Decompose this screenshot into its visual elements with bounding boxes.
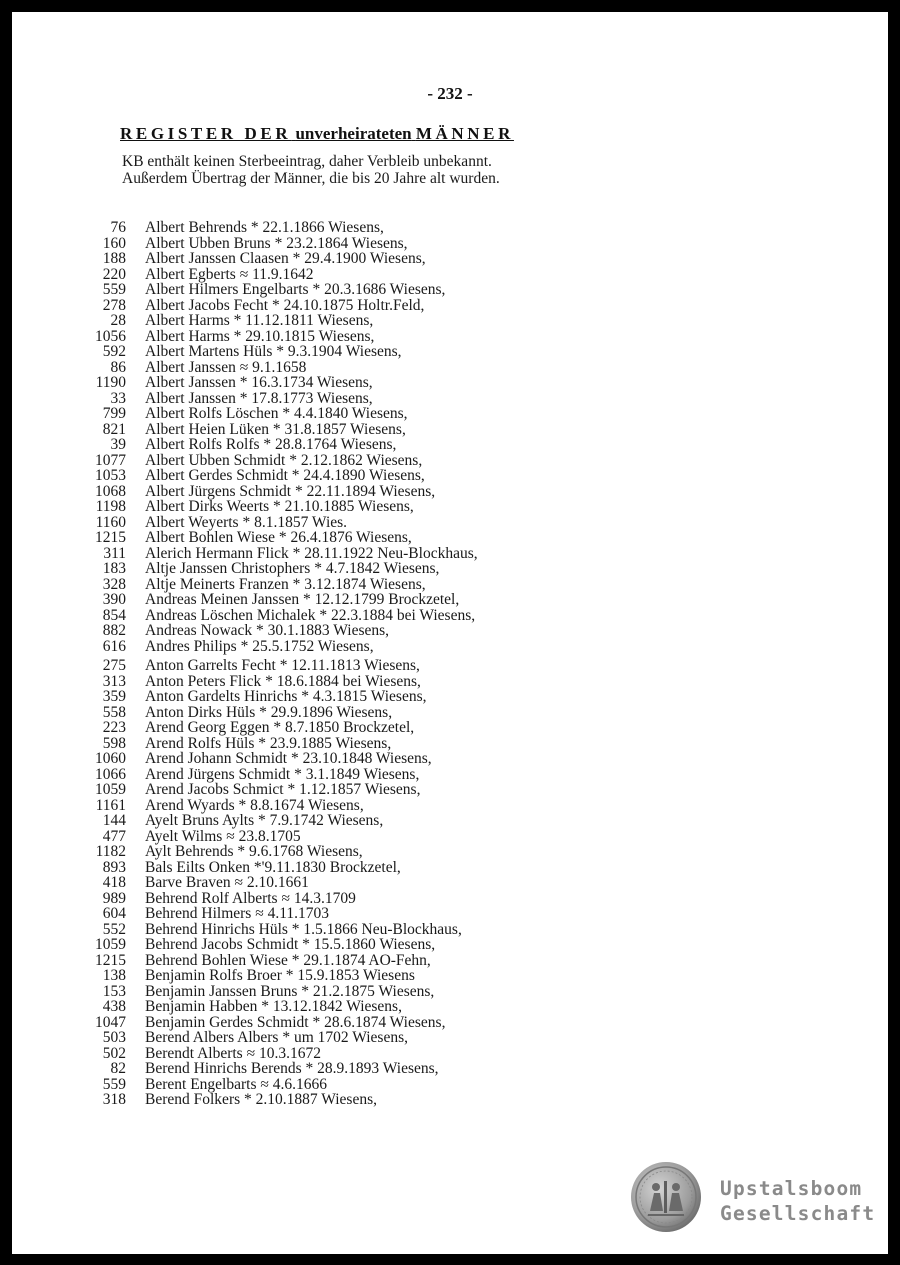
- register-entry: [72, 827, 301, 845]
- entry-text: Behrend Rolf Alberts ≈ 14.3.1709: [145, 889, 356, 907]
- entry-number: 138: [102, 967, 126, 984]
- register-entry: [72, 734, 392, 752]
- entry-text: Andreas Meinen Janssen * 12.12.1799 Brockzetel,: [145, 591, 460, 608]
- intro-text: [122, 153, 500, 187]
- register-entry: [72, 796, 364, 814]
- entry-number: 893: [102, 858, 126, 876]
- register-entry: [72, 575, 426, 593]
- entry-text: Alerich Hermann Flick * 28.11.1922 Neu-Blockhaus,: [145, 544, 478, 562]
- entry-number: 1059: [95, 936, 126, 953]
- entry-number: 390: [102, 591, 126, 608]
- register-entry: [72, 358, 307, 376]
- register-entry: [72, 982, 435, 1000]
- entry-text: Behrend Hilmers ≈ 4.11.1703: [145, 905, 330, 922]
- register-entry: [72, 812, 384, 829]
- entry-text: Anton Peters Flick * 18.6.1884 bei Wiesens,: [145, 672, 421, 690]
- entry-text: Benjamin Habben * 13.12.1842 Wiesens,: [145, 998, 402, 1015]
- entry-text: Arend Wyards * 8.8.1674 Wiesens,: [145, 796, 364, 814]
- register-entry: [72, 672, 421, 690]
- entry-number: 502: [102, 1044, 126, 1062]
- entry-number: 39: [110, 436, 126, 453]
- entry-number: 28: [110, 312, 126, 329]
- register-entry: [72, 343, 402, 360]
- entry-number: 558: [102, 703, 126, 721]
- entry-number: 559: [102, 1075, 126, 1093]
- register-entry: [72, 436, 397, 453]
- register-entry: [72, 703, 393, 721]
- entry-number: 328: [102, 575, 126, 593]
- entry-text: Benjamin Gerdes Schmidt * 28.6.1874 Wiesens,: [145, 1013, 446, 1031]
- entry-text: Albert Harms * 11.12.1811 Wiesens,: [145, 312, 374, 329]
- entry-number: 275: [102, 657, 126, 674]
- register-entry: [72, 843, 363, 860]
- entry-text: Arend Georg Eggen * 8.7.1850 Brockzetel,: [145, 719, 415, 736]
- entry-text: Albert Janssen * 16.3.1734 Wiesens,: [145, 374, 373, 391]
- entry-number: 1182: [95, 843, 126, 860]
- entry-text: Arend Johann Schmidt * 23.10.1848 Wiesens,: [145, 750, 432, 767]
- register-entry: [72, 606, 476, 624]
- entry-number: 153: [102, 982, 126, 1000]
- entry-number: 188: [102, 250, 126, 267]
- register-entry: [72, 688, 427, 705]
- upstalsboom-logo: [630, 1161, 888, 1233]
- intro-line: KB enthält keinen Sterbeeintrag, daher Verbleib unbekannt.: [122, 153, 492, 170]
- entry-text: Behrend Bohlen Wiese * 29.1.1874 AO-Fehn,: [145, 951, 431, 969]
- register-entry: [72, 560, 440, 577]
- register-list: [72, 219, 478, 1108]
- entry-text: Berend Hinrichs Berends * 28.9.1893 Wiesens,: [145, 1060, 439, 1077]
- register-entry: [72, 905, 330, 922]
- logo-text-line2: Gesellschaft: [720, 1202, 876, 1225]
- register-heading: [120, 124, 514, 144]
- entry-number: 552: [102, 920, 126, 938]
- entry-number: 1068: [95, 482, 126, 500]
- register-entry: [72, 1044, 321, 1062]
- register-entry: [72, 750, 432, 767]
- entry-number: 220: [102, 265, 126, 283]
- entry-number: 82: [110, 1060, 126, 1077]
- entry-text: Andreas Nowack * 30.1.1883 Wiesens,: [145, 622, 390, 639]
- entry-text: Albert Heien Lüken * 31.8.1857 Wiesens,: [145, 420, 406, 438]
- entry-text: Albert Ubben Schmidt * 2.12.1862 Wiesens,: [145, 451, 423, 469]
- entry-text: Albert Janssen ≈ 9.1.1658: [145, 358, 307, 376]
- entry-text: Albert Dirks Weerts * 21.10.1885 Wiesens,: [145, 498, 414, 515]
- register-entry: [72, 719, 415, 736]
- register-entry: [72, 265, 314, 283]
- entry-text: Albert Jürgens Schmidt * 22.11.1894 Wiesens,: [145, 482, 436, 500]
- register-entry: [72, 389, 373, 407]
- register-entry: [72, 374, 373, 391]
- entry-number: 144: [102, 812, 126, 829]
- register-entry: [72, 858, 401, 876]
- entry-number: 503: [102, 1029, 126, 1046]
- register-entry: [72, 1091, 377, 1108]
- entry-number: 821: [102, 420, 126, 438]
- register-entry: [72, 498, 414, 515]
- page-number: - 232 -: [427, 84, 473, 103]
- entry-text: Aylt Behrends * 9.6.1768 Wiesens,: [145, 843, 363, 860]
- seal-icon: [630, 1161, 702, 1233]
- entry-number: 76: [110, 219, 126, 236]
- register-entry: [72, 765, 420, 783]
- entry-text: Berent Engelbarts ≈ 4.6.1666: [145, 1075, 327, 1093]
- entry-number: 1190: [95, 374, 126, 391]
- entry-number: 1077: [95, 451, 126, 469]
- entry-number: 1215: [95, 529, 126, 546]
- register-entry: [72, 296, 425, 314]
- entry-number: 1047: [95, 1013, 126, 1031]
- entry-text: Albert Gerdes Schmidt * 24.4.1890 Wiesens,: [145, 467, 425, 484]
- entry-text: Ayelt Wilms ≈ 23.8.1705: [145, 827, 301, 845]
- entry-text: Albert Jacobs Fecht * 24.10.1875 Holtr.Feld,: [145, 296, 425, 314]
- register-entry: [72, 513, 348, 531]
- entry-number: 1053: [95, 467, 126, 484]
- register-entry: [72, 1013, 446, 1031]
- entry-number: 989: [102, 889, 126, 907]
- entry-number: 318: [102, 1091, 126, 1108]
- register-entry: [72, 622, 390, 639]
- entry-number: 1059: [95, 781, 126, 798]
- entry-text: Albert Behrends * 22.1.1866 Wiesens,: [145, 219, 384, 236]
- entry-number: 311: [103, 544, 126, 562]
- entry-text: Albert Harms * 29.10.1815 Wiesens,: [145, 327, 375, 345]
- entry-text: Albert Martens Hüls * 9.3.1904 Wiesens,: [145, 343, 402, 360]
- entry-text: Berendt Alberts ≈ 10.3.1672: [145, 1044, 321, 1062]
- entry-text: Albert Janssen * 17.8.1773 Wiesens,: [145, 389, 373, 407]
- register-entry: [72, 327, 375, 345]
- register-entry: [72, 312, 374, 329]
- register-entry: [72, 889, 356, 907]
- entry-number: 598: [102, 734, 126, 752]
- register-entry: [72, 998, 402, 1015]
- entry-text: Anton Gardelts Hinrichs * 4.3.1815 Wiesens,: [145, 688, 427, 705]
- entry-number: 882: [102, 622, 126, 639]
- entry-text: Andreas Löschen Michalek * 22.3.1884 bei Wiesens,: [145, 606, 476, 624]
- entry-text: Albert Bohlen Wiese * 26.4.1876 Wiesens,: [145, 529, 412, 546]
- register-entry: [72, 1029, 408, 1046]
- entry-text: Anton Garrelts Fecht * 12.11.1813 Wiesens,: [145, 657, 420, 674]
- register-entry: [72, 405, 408, 422]
- entry-text: Altje Meinerts Franzen * 3.12.1874 Wiesens,: [145, 575, 426, 593]
- entry-number: 1198: [95, 498, 126, 515]
- entry-text: Anton Dirks Hüls * 29.9.1896 Wiesens,: [145, 703, 393, 721]
- entry-text: Arend Rolfs Hüls * 23.9.1885 Wiesens,: [145, 734, 392, 752]
- entry-text: Bals Eilts Onken *'9.11.1830 Brockzetel,: [145, 858, 401, 876]
- entry-number: 1056: [95, 327, 126, 345]
- entry-number: 1066: [95, 765, 126, 783]
- entry-number: 592: [102, 343, 126, 360]
- entry-number: 278: [102, 296, 126, 314]
- entry-number: 160: [102, 234, 126, 252]
- register-entry: [72, 591, 460, 608]
- intro-line: Außerdem Übertrag der Männer, die bis 20 Jahre alt wurden.: [122, 170, 500, 187]
- register-entry: [72, 420, 406, 438]
- entry-number: 616: [102, 637, 126, 655]
- entry-text: Arend Jacobs Schmict * 1.12.1857 Wiesens,: [145, 781, 421, 798]
- register-entry: [72, 281, 446, 298]
- register-entry: [72, 1075, 327, 1093]
- register-entry: [72, 234, 408, 252]
- register-entry: [72, 529, 412, 546]
- entry-text: Albert Weyerts * 8.1.1857 Wies.: [145, 513, 348, 531]
- entry-number: 559: [102, 281, 126, 298]
- logo-text-line1: Upstalsboom: [720, 1177, 863, 1200]
- entry-number: 223: [102, 719, 126, 736]
- entry-number: 33: [110, 389, 126, 407]
- register-entry: [72, 951, 431, 969]
- heading-part-3: MÄNNER: [415, 124, 514, 143]
- entry-number: 799: [102, 405, 126, 422]
- register-entry: [72, 967, 415, 984]
- register-entry: [72, 657, 420, 674]
- register-entry: [72, 451, 423, 469]
- entry-number: 1060: [95, 750, 126, 767]
- heading-part-2: unverheirateten: [295, 124, 412, 143]
- register-entry: [72, 467, 425, 484]
- register-entry: [72, 637, 374, 655]
- entry-text: Barve Braven ≈ 2.10.1661: [145, 874, 309, 891]
- entry-text: Berend Albers Albers * um 1702 Wiesens,: [145, 1029, 408, 1046]
- register-entry: [72, 544, 478, 562]
- register-entry: [72, 920, 462, 938]
- entry-text: Albert Rolfs Rolfs * 28.8.1764 Wiesens,: [145, 436, 397, 453]
- entry-text: Behrend Hinrichs Hüls * 1.5.1866 Neu-Blockhaus,: [145, 920, 462, 938]
- entry-number: 1161: [95, 796, 126, 814]
- entry-number: 604: [102, 905, 126, 922]
- entry-text: Benjamin Janssen Bruns * 21.2.1875 Wiesens,: [145, 982, 435, 1000]
- entry-number: 854: [102, 606, 126, 624]
- entry-number: 477: [102, 827, 126, 845]
- entry-text: Arend Jürgens Schmidt * 3.1.1849 Wiesens,: [145, 765, 420, 783]
- entry-number: 86: [110, 358, 126, 376]
- entry-text: Behrend Jacobs Schmidt * 15.5.1860 Wiesens,: [145, 936, 436, 953]
- entry-text: Albert Janssen Claasen * 29.4.1900 Wiesens,: [145, 250, 426, 267]
- entry-number: 313: [102, 672, 126, 690]
- register-entry: [72, 482, 436, 500]
- entry-number: 418: [102, 874, 126, 891]
- register-entry: [72, 1060, 439, 1077]
- entry-text: Andres Philips * 25.5.1752 Wiesens,: [145, 637, 374, 655]
- heading-part-1: REGISTER DER: [120, 124, 292, 143]
- document-page: [12, 12, 888, 1254]
- register-entry: [72, 781, 421, 798]
- entry-text: Ayelt Bruns Aylts * 7.9.1742 Wiesens,: [145, 812, 384, 829]
- entry-number: 1215: [95, 951, 126, 969]
- entry-text: Albert Hilmers Engelbarts * 20.3.1686 Wiesens,: [145, 281, 446, 298]
- register-entry: [72, 936, 436, 953]
- entry-number: 438: [102, 998, 126, 1015]
- entry-text: Albert Egberts ≈ 11.9.1642: [145, 265, 314, 283]
- entry-number: 183: [102, 560, 126, 577]
- entry-text: Berend Folkers * 2.10.1887 Wiesens,: [145, 1091, 377, 1108]
- entry-text: Benjamin Rolfs Broer * 15.9.1853 Wiesens: [145, 967, 415, 984]
- entry-text: Albert Ubben Bruns * 23.2.1864 Wiesens,: [145, 234, 408, 252]
- entry-text: Albert Rolfs Löschen * 4.4.1840 Wiesens,: [145, 405, 408, 422]
- entry-number: 1160: [95, 513, 126, 531]
- register-entry: [72, 219, 384, 236]
- entry-text: Altje Janssen Christophers * 4.7.1842 Wiesens,: [145, 560, 440, 577]
- entry-number: 359: [102, 688, 126, 705]
- register-entry: [72, 250, 426, 267]
- register-entry: [72, 874, 309, 891]
